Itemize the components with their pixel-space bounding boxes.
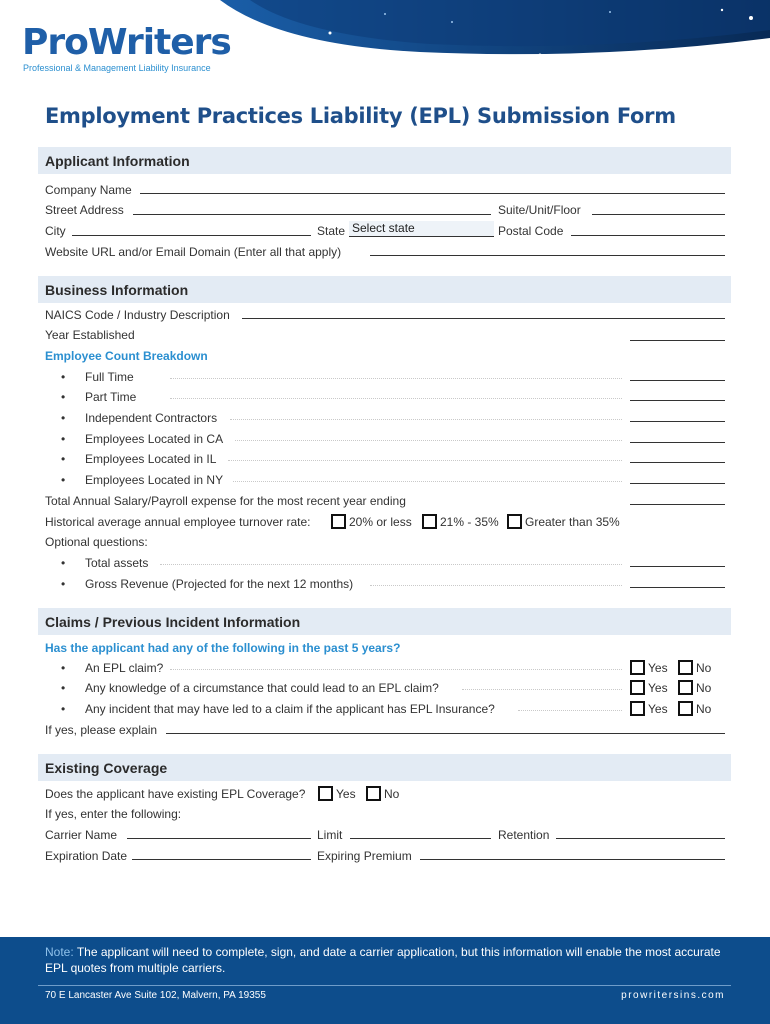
gross-revenue-label: Gross Revenue (Projected for the next 12 months): [85, 577, 354, 591]
no-label: No: [696, 681, 712, 695]
suite-label: Suite/Unit/Floor: [498, 203, 581, 217]
leader-dots: [230, 419, 622, 420]
bullet-icon: •: [61, 556, 66, 570]
leader-dots: [228, 460, 622, 461]
year-established-label: Year Established: [45, 328, 135, 342]
leader-dots: [160, 564, 622, 565]
website-field[interactable]: [370, 255, 725, 256]
no-label: No: [384, 787, 400, 801]
naics-label: NAICS Code / Industry Description: [45, 308, 230, 322]
employee-full-time-field[interactable]: [630, 380, 725, 381]
limit-label: Limit: [317, 828, 343, 842]
turnover-21-35-checkbox[interactable]: [422, 514, 437, 529]
bullet-icon: •: [61, 702, 66, 716]
leader-dots: [462, 689, 622, 690]
total-assets-label: Total assets: [85, 556, 149, 570]
expiration-date-label: Expiration Date: [45, 849, 128, 863]
turnover-label: Historical average annual employee turnover rate:: [45, 515, 311, 529]
bullet-icon: •: [61, 370, 66, 384]
carrier-name-label: Carrier Name: [45, 828, 118, 842]
limit-field[interactable]: [350, 838, 491, 839]
logo-tagline: Professional & Management Liability Insurance: [23, 63, 211, 73]
carrier-name-field[interactable]: [127, 838, 311, 839]
employee-part-time-field[interactable]: [630, 400, 725, 401]
employees-ca-label: Employees Located in CA: [85, 432, 224, 446]
leader-dots: [518, 710, 622, 711]
no-label: No: [696, 702, 712, 716]
employee-part-time-label: Part Time: [85, 390, 137, 404]
yes-label: Yes: [336, 787, 356, 801]
claim-incident-label: Any incident that may have led to a claim if the applicant has EPL Insurance?: [85, 702, 495, 716]
state-label: State: [317, 224, 346, 238]
turnover-20-label: 20% or less: [349, 515, 412, 529]
footer-address: 70 E Lancaster Ave Suite 102, Malvern, PA 19355: [45, 990, 266, 1001]
section-existing-coverage: [38, 754, 731, 781]
section-title: Existing Coverage: [45, 760, 168, 776]
yes-label: Yes: [648, 681, 668, 695]
gross-revenue-field[interactable]: [630, 587, 725, 588]
section-title: Applicant Information: [45, 153, 190, 169]
naics-field[interactable]: [242, 318, 725, 319]
suite-field[interactable]: [592, 214, 725, 215]
bullet-icon: •: [61, 473, 66, 487]
expiring-premium-label: Expiring Premium: [317, 849, 412, 863]
leader-dots: [170, 669, 622, 670]
bullet-icon: •: [61, 661, 66, 675]
section-title: Claims / Previous Incident Information: [45, 614, 301, 630]
city-field[interactable]: [72, 235, 311, 236]
postal-code-field[interactable]: [571, 235, 725, 236]
company-name-label: Company Name: [45, 183, 132, 197]
explain-label: If yes, please explain: [45, 723, 158, 737]
claim-circumstance-no-checkbox[interactable]: [678, 680, 693, 695]
note-text: The applicant will need to complete, sign, and date a carrier application, but this information will enable the most accurate EPL quotes from multiple carriers.: [45, 945, 721, 975]
leader-dots: [235, 440, 622, 441]
section-title: Business Information: [45, 282, 189, 298]
bullet-icon: •: [61, 452, 66, 466]
bullet-icon: •: [61, 432, 66, 446]
payroll-label: Total Annual Salary/Payroll expense for the most recent year ending: [45, 494, 406, 508]
independent-contractors-label: Independent Contractors: [85, 411, 218, 425]
leader-dots: [370, 585, 622, 586]
note-label: Note:: [45, 945, 74, 959]
employees-il-label: Employees Located in IL: [85, 452, 217, 466]
street-address-field[interactable]: [133, 214, 491, 215]
expiration-date-field[interactable]: [132, 859, 311, 860]
claim-epl-label: An EPL claim?: [85, 661, 164, 675]
independent-contractors-field[interactable]: [630, 421, 725, 422]
payroll-field[interactable]: [630, 504, 725, 505]
claims-question-heading: Has the applicant had any of the following in the past 5 years?: [45, 641, 401, 655]
claim-epl-yes-checkbox[interactable]: [630, 660, 645, 675]
employees-il-field[interactable]: [630, 462, 725, 463]
optional-questions-label: Optional questions:: [45, 535, 148, 549]
employee-count-breakdown-heading: Employee Count Breakdown: [45, 349, 208, 363]
employees-ny-label: Employees Located in NY: [85, 473, 224, 487]
company-logo: ProWriters: [22, 22, 231, 63]
existing-coverage-no-checkbox[interactable]: [366, 786, 381, 801]
existing-coverage-question: Does the applicant have existing EPL Coverage?: [45, 787, 306, 801]
footer-note: [45, 944, 735, 976]
yes-label: Yes: [648, 702, 668, 716]
turnover-greater-35-checkbox[interactable]: [507, 514, 522, 529]
enter-following-label: If yes, enter the following:: [45, 807, 182, 821]
form-title: Employment Practices Liability (EPL) Submission Form: [45, 104, 676, 128]
bullet-icon: •: [61, 681, 66, 695]
year-established-field[interactable]: [630, 340, 725, 341]
bullet-icon: •: [61, 411, 66, 425]
city-label: City: [45, 224, 66, 238]
company-name-field[interactable]: [140, 193, 725, 194]
street-address-label: Street Address: [45, 203, 124, 217]
claim-incident-no-checkbox[interactable]: [678, 701, 693, 716]
leader-dots: [170, 398, 622, 399]
turnover-21-35-label: 21% - 35%: [440, 515, 499, 529]
retention-label: Retention: [498, 828, 550, 842]
postal-code-label: Postal Code: [498, 224, 564, 238]
leader-dots: [170, 378, 622, 379]
claim-incident-yes-checkbox[interactable]: [630, 701, 645, 716]
retention-field[interactable]: [556, 838, 725, 839]
total-assets-field[interactable]: [630, 566, 725, 567]
employees-ca-field[interactable]: [630, 442, 725, 443]
existing-coverage-yes-checkbox[interactable]: [318, 786, 333, 801]
section-business-information: [38, 276, 731, 303]
footer: [0, 937, 770, 1024]
bullet-icon: •: [61, 390, 66, 404]
section-claims: [38, 608, 731, 635]
no-label: No: [696, 661, 712, 675]
website-label: Website URL and/or Email Domain (Enter all that apply): [45, 245, 342, 259]
state-select[interactable]: Select state: [349, 221, 494, 237]
claim-circumstance-label: Any knowledge of a circumstance that could lead to an EPL claim?: [85, 681, 439, 695]
employees-ny-field[interactable]: [630, 483, 725, 484]
employee-full-time-label: Full Time: [85, 370, 134, 384]
bullet-icon: •: [61, 577, 66, 591]
expiring-premium-field[interactable]: [420, 859, 725, 860]
yes-label: Yes: [648, 661, 668, 675]
turnover-20-checkbox[interactable]: [331, 514, 346, 529]
turnover-greater-35-label: Greater than 35%: [525, 515, 620, 529]
explain-field[interactable]: [166, 733, 725, 734]
section-applicant-information: [38, 147, 731, 174]
leader-dots: [233, 481, 622, 482]
claim-circumstance-yes-checkbox[interactable]: [630, 680, 645, 695]
footer-divider: [38, 985, 731, 986]
footer-website-link[interactable]: prowritersins.com: [621, 990, 725, 1001]
claim-epl-no-checkbox[interactable]: [678, 660, 693, 675]
